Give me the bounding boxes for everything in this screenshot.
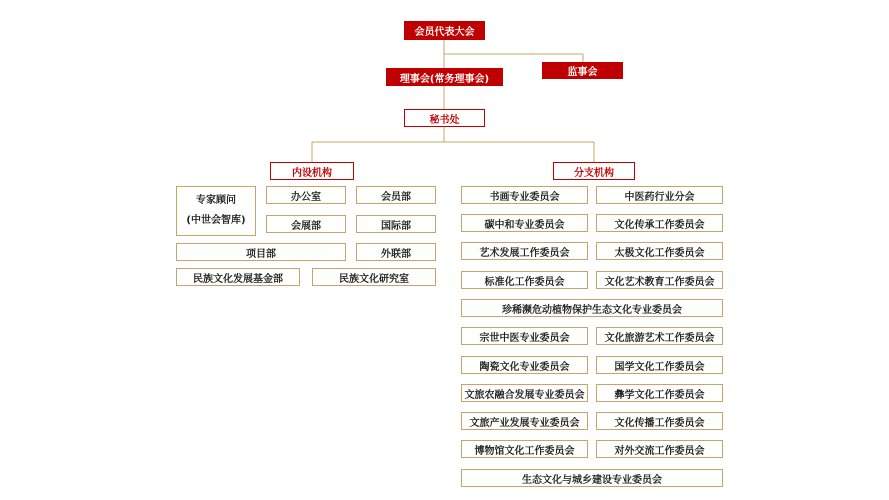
branch-item: 太极文化工作委员会 — [596, 242, 723, 260]
ethnic-research-box: 民族文化研究室 — [312, 268, 436, 286]
branch-item: 标准化工作委员会 — [461, 271, 588, 289]
branch-item: 文旅农融合发展专业委员会 — [461, 384, 588, 402]
internal-header: 内设机构 — [270, 162, 354, 180]
branch-item-wide: 珍稀濒危动植物保护生态文化专业委员会 — [461, 299, 723, 317]
office-box: 办公室 — [266, 186, 346, 204]
expert-advisors-box — [176, 186, 256, 236]
branch-item: 文化传承工作委员会 — [596, 214, 723, 232]
secretariat-box: 秘书处 — [404, 109, 485, 127]
council-box: 理事会(常务理事会) — [386, 68, 503, 86]
branch-item: 对外交流工作委员会 — [596, 440, 723, 458]
projects-box: 项目部 — [176, 243, 346, 261]
exhibition-box: 会展部 — [266, 215, 346, 233]
branch-item: 博物馆文化工作委员会 — [461, 440, 588, 458]
international-box: 国际部 — [356, 215, 436, 233]
branch-item: 中医药行业分会 — [596, 186, 723, 204]
congress-box: 会员代表大会 — [404, 21, 485, 40]
branch-item: 彝学文化工作委员会 — [596, 384, 723, 402]
supervisory-box: 监事会 — [542, 62, 623, 79]
expert-advisors-label: 专家顾问 — [196, 195, 236, 206]
branch-item: 碳中和专业委员会 — [461, 214, 588, 232]
branch-item: 书画专业委员会 — [461, 186, 588, 204]
expert-think-tank-label: (中世会智库) — [186, 215, 246, 226]
branch-item: 文化旅游艺术工作委员会 — [596, 327, 723, 345]
branch-item: 艺术发展工作委员会 — [461, 242, 588, 260]
liaison-box: 外联部 — [356, 243, 436, 261]
branch-item: 陶瓷文化专业委员会 — [461, 356, 588, 374]
branch-item: 文旅产业发展专业委员会 — [461, 412, 588, 430]
branch-item: 宗世中医专业委员会 — [461, 327, 588, 345]
branch-item: 文化艺术教育工作委员会 — [596, 271, 723, 289]
membership-box: 会员部 — [356, 186, 436, 204]
branch-item: 文化传播工作委员会 — [596, 412, 723, 430]
branches-header: 分支机构 — [553, 162, 635, 180]
branch-item: 国学文化工作委员会 — [596, 356, 723, 374]
branch-item-wide: 生态文化与城乡建设专业委员会 — [461, 469, 723, 487]
ethnic-fund-box: 民族文化发展基金部 — [176, 268, 300, 286]
